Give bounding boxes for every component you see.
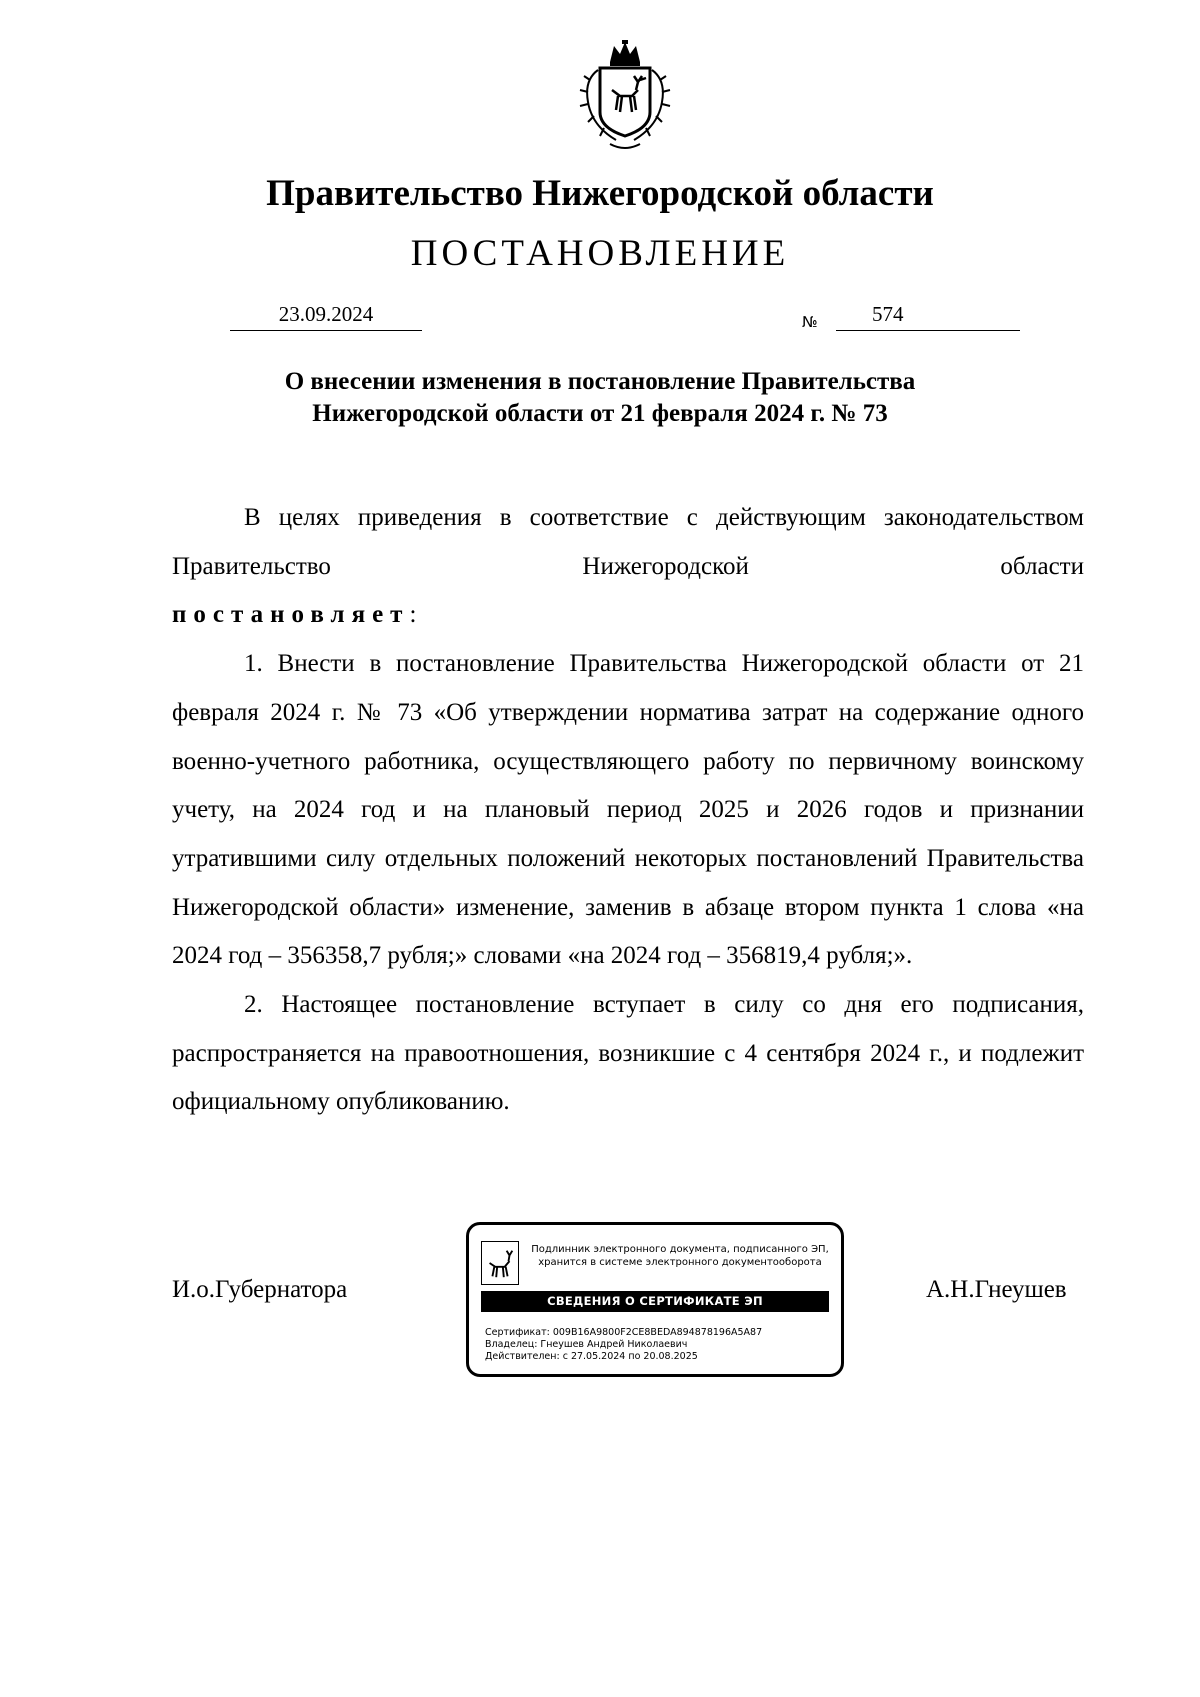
- certificate-info: [485, 1327, 762, 1363]
- subject-line-1: О внесении изменения в постановление Правительства: [284, 368, 916, 395]
- document-type: ПОСТАНОВЛЕНИЕ: [410, 233, 790, 274]
- decree-word: постановляет: [172, 601, 410, 629]
- signer-name: А.Н.Гнеушев: [926, 1276, 1067, 1303]
- coat-of-arms-icon: [570, 40, 680, 155]
- certificate-number: Сертификат: 009B16A9800F2CE8BEDA894878196A5A87: [485, 1327, 763, 1338]
- deer-emblem-icon: [481, 1241, 519, 1285]
- certificate-owner: Владелец: Гнеушев Андрей Николаевич: [485, 1339, 688, 1350]
- item-1-paragraph: 1. Внести в постановление Правительства Нижегородской области от 21 февраля 2024 г. № 73 «Об утверждении норматива затрат на содержание одного военно-учетного работника, осуществляющего работу по первичному воинскому учету, на 2024 год и на плановый период 2025 и 2026 годов и признании утратившими силу отдельных положений некоторых постановлений Правительства Нижегородской области» изменение, заменив в абзаце втором пункта 1 слова «на 2024 год – 356358,7 рубля;» словами «на 2024 год – 356819,4 рубля;».: [172, 650, 1084, 970]
- document-subject: [0, 366, 1200, 430]
- stamp-header-line-2: хранится в системе электронного документооборота: [538, 1257, 822, 1268]
- stamp-header-line-1: Подлинник электронного документа, подписанного ЭП,: [531, 1244, 829, 1255]
- document-body: [172, 494, 1084, 1127]
- number-sign: №: [802, 313, 818, 331]
- stamp-header: [525, 1243, 835, 1269]
- decree-colon: :: [409, 601, 417, 629]
- document-number: 574: [872, 302, 904, 326]
- document-number-field: [836, 302, 1020, 331]
- intro-paragraph: В целях приведения в соответствие с действующим законодательством Правительство Нижегородской области: [172, 504, 1084, 580]
- subject-line-2: Нижегородской области от 21 февраля 2024 г. № 73: [312, 400, 888, 427]
- signer-position: И.о.Губернатора: [172, 1276, 348, 1303]
- organization-title: Правительство Нижегородской области: [266, 173, 934, 214]
- electronic-signature-stamp: [466, 1222, 844, 1377]
- stamp-title: СВЕДЕНИЯ О СЕРТИФИКАТЕ ЭП: [481, 1291, 829, 1312]
- item-2-paragraph: 2. Настоящее постановление вступает в силу со дня его подписания, распространяется на правоотношения, возникшие с 4 сентября 2024 г., и подлежит официальному опубликованию.: [172, 991, 1084, 1116]
- certificate-validity: Действителен: с 27.05.2024 по 20.08.2025: [485, 1351, 698, 1362]
- decree-paragraph: [172, 591, 1084, 640]
- document-date: 23.09.2024: [230, 302, 422, 331]
